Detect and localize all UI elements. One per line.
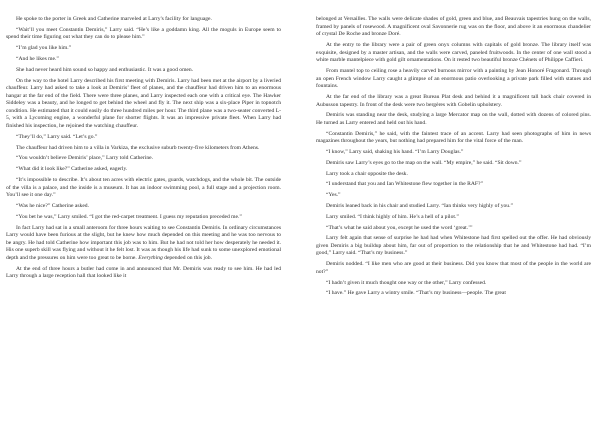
paragraph: Larry took a chair opposite the desk. [326,170,408,177]
paragraph: “They’ll do,” Larry said. “Let’s go.” [16,133,98,140]
paragraph: “It’s impossible to describe. It’s about ten acres with electric gates, guards, watchdogs, and the whole bit. The outside of the villa is a palace, and the inside is a museum. It has an indoor swimming pool, a full stage and a projection room. You’ll see it one day.” [6,176,281,199]
paragraph-text-end: depended on this job. [162,254,212,261]
right-page [316,16,591,416]
paragraph: “Constantin Demiris,” he said, with the faintest trace of an accent. Larry had seen photographs of him in news magazines throughout the years, but nothing had prepared him for the vital force of the man. [316,130,591,145]
paragraph: “What did it look like?” Catherine asked, eagerly. [16,166,128,173]
paragraph: “Yes.” [326,192,341,199]
paragraph: “And he likes me.” [16,55,59,62]
paragraph: “You wouldn’t believe Demiris’ place,” Larry told Catherine. [16,155,154,162]
paragraph-text: In fact Larry had sat in a small anteroom for three hours waiting to see Constantin Demiris. In ordinary circumstances Larry would have been furious at the slight, but he knew how much depended on this meeting and he was too nervous to be angry. He had told Catherine how important this job was to him. But he had not told her how desperately he needed it. His one superb skill was flying and without it he felt lost. It was as though his life had sunk to some unexplored emotional depth and the pressures on him were too great to be borne. [6,224,281,261]
paragraph: Demiris leaned back in his chair and studied Larry. “Ian thinks very highly of you.” [326,202,513,209]
paragraph: Demiris saw Larry’s eyes go to the map on the wall. “My empire,” he said. “Sit down.” [326,159,522,166]
paragraph: “I hadn’t given it much thought one way or the other,” Larry confessed. [326,279,487,286]
paragraph: Larry smiled. “I think highly of him. He’s a hell of a pilot.” [326,213,459,220]
paragraph: At the far end of the library was a great Bureau Plat desk and behind it a magnificent tall back chair covered in Aubusson tapestry. In front of the desk were two bergères with Gobelin upholstery. [316,93,591,108]
paragraph: Demiris was standing near the desk, studying a large Mercator map on the wall, dotted with dozens of colored pins. He turned as Larry entered and held out his hand. [316,112,591,126]
paragraph: “I understand that you and Ian Whitestone flew together in the RAF?” [326,181,483,188]
paragraph: “I’m glad you like him.” [16,45,72,52]
paragraph: “I have.” He gave Larry a wintry smile. “That’s my business—people. The great [326,290,506,297]
paragraph: “Wait’ll you meet Constantin Demiris,” Larry said. “He’s like a goddamn king. All the moguls in Europe seem to spend their time figuring out what they can do to please him.” [6,26,281,41]
paragraph: “Was he nice?” Catherine asked. [16,202,90,209]
paragraph: At the entry to the library were a pair of green onyx columns with capitals of gold bronze. The library itself was exquisite, designed by a master artisan, and the walls were carved, paneled fruitwoods. In the center of one wall stood a white marble mantelpiece with gold gilt ornamentations. On it rested two beautiful bronze Chénets of Philippe Caffieri. [316,41,591,64]
paragraph: “That’s what he said about you, except he used the word ‘great.’” [326,224,473,231]
paragraph: On the way to the hotel Larry described his first meeting with Demiris. Larry had been met at the airport by a liveried chauffeur. Larry had asked to take a look at Demiris’ fleet of planes, and the chauffeur had driven him to an enormous hangar at the far end of the field. There were three planes, and Larry inspected each one with a critical eye. The Hawker Siddeley was a beauty, and he longed to get behind the wheel and fly it. The next ship was a six-place Piper in topnotch condition. He estimated that it could easily do three hundred miles per hour. The third plane was a two-seater converted L-5, with a Lycoming engine, a wonderful plane for shorter flights. It was an impressive private fleet. When Larry had finished his inspection, he rejoined the watching chauffeur. [6,77,281,130]
paragraph: He spoke to the porter in Greek and Catherine marveled at Larry's facility for language. [16,16,212,22]
paragraph: She had never heard him sound so happy and enthusiastic. It was a good omen. [16,66,194,73]
paragraph: From mantel top to ceiling rose a heavily carved burnous mirror with a painting by Jean Honoré Fragonard. Through an open French window Larry caught a glimpse of an enormous patio overlooking a private park filled with statues and fountains. [316,67,591,90]
paragraph: The chauffeur had driven him to a villa in Varkiza, the exclusive suburb twenty-five kilometers from Athens. [16,144,260,151]
emphasis-text: Everything [138,254,163,261]
paragraph [6,225,281,263]
paragraph: “I know,” Larry said, shaking his hand. “I’m Larry Douglas.” [326,149,464,156]
paragraph: Demiris nodded. “I like men who are good at their business. Did you know that most of the people in the world are not?” [316,261,591,275]
left-page [6,16,281,416]
paragraph: Larry felt again that sense of surprise he had had when Whitestone had first spelled out the offer. He had obviously given Demiris a big buildup about him, far out of proportion to the relationship that he and Whitestone had had. “I’m good,” Larry said. “That’s my business.” [316,235,591,257]
paragraph: At the end of three hours a butler had come in and announced that Mr. Demiris was ready to see him. He had led Larry through a large reception hall that looked like it [6,265,281,280]
paragraph: “You bet he was,” Larry smiled. “I got the red-carpet treatment. I guess my reputation preceded me.” [16,213,242,220]
paragraph-continued: belonged at Versailles. The walls were delicate shades of gold, green and blue, and Beauvais tapestries hung on the walls, framed by panels of rosewood. A magnificent oval Savonnerie rug was on the floor, and above it an enormous chandelier of crystal De Roche and bronze Doré. [316,16,591,38]
